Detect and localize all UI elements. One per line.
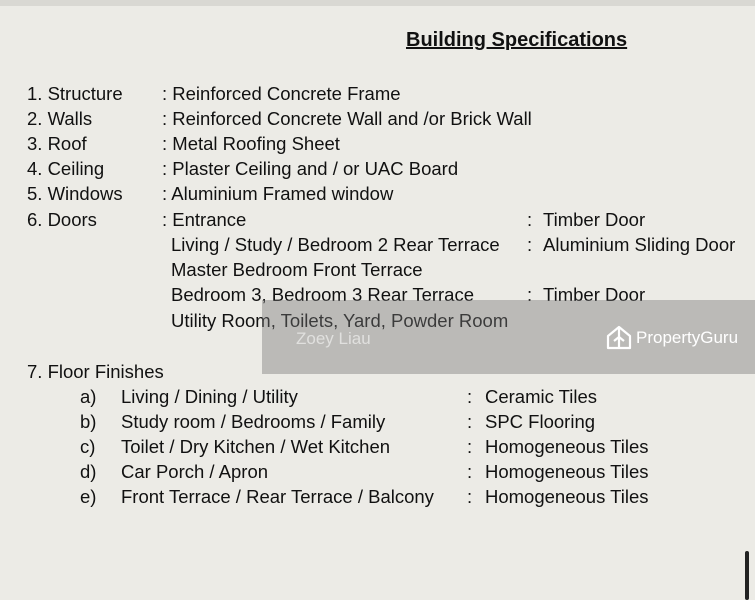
page-title: Building Specifications [406,29,628,51]
door-separator: : [527,284,533,305]
door-area: Master Bedroom Front Terrace [171,259,423,280]
watermark-banner [262,300,755,374]
door-area: Bedroom 3, Bedroom 3 Rear Terrace [171,284,475,305]
finish-separator: : [467,411,473,432]
finish-separator: : [467,461,473,482]
finish-letter: e) [80,486,97,507]
finish-separator: : [467,436,473,457]
finish-area: Front Terrace / Rear Terrace / Balcony [121,486,434,507]
finish-letter: d) [80,461,97,482]
scrollbar-thumb[interactable] [745,551,749,600]
finish-material: Homogeneous Tiles [485,486,649,507]
door-area: : Entrance [162,209,247,230]
door-area: Utility Room, Toilets, Yard, Powder Room [171,310,509,331]
finish-separator: : [467,486,473,507]
spec-label-walls: 2. Walls [27,108,93,129]
door-type: Timber Door [543,284,646,305]
finish-material: Homogeneous Tiles [485,461,649,482]
door-type: Aluminium Sliding Door [543,234,736,255]
spec-value-windows: : Aluminium Framed window [162,183,394,204]
spec-label-doors: 6. Doors [27,209,97,230]
spec-value-ceiling: : Plaster Ceiling and / or UAC Board [162,158,459,179]
finish-material: SPC Flooring [485,411,596,432]
spec-value-walls: : Reinforced Concrete Wall and /or Brick Wall [162,108,532,129]
door-area: Living / Study / Bedroom 2 Rear Terrace [171,234,500,255]
spec-value-roof: : Metal Roofing Sheet [162,133,340,154]
finish-material: Ceramic Tiles [485,386,598,407]
watermark-brand: PropertyGuru [636,328,739,347]
spec-value-structure: : Reinforced Concrete Frame [162,83,401,104]
finish-letter: a) [80,386,97,407]
finish-letter: c) [80,436,96,457]
spec-label-roof: 3. Roof [27,133,87,154]
door-type: Timber Door [543,209,646,230]
door-separator: : [527,209,533,230]
finish-area: Car Porch / Apron [121,461,269,482]
spec-label-ceiling: 4. Ceiling [27,158,105,179]
finish-material: Homogeneous Tiles [485,436,649,457]
finish-area: Study room / Bedrooms / Family [121,411,386,432]
finish-area: Toilet / Dry Kitchen / Wet Kitchen [121,436,391,457]
propertyguru-logo-icon [605,324,633,352]
spec-label-structure: 1. Structure [27,83,123,104]
watermark-author: Zoey Liau [296,329,371,348]
top-edge-bar [0,0,755,6]
spec-label-floor-finishes: 7. Floor Finishes [27,361,164,382]
spec-label-windows: 5. Windows [27,183,123,204]
finish-letter: b) [80,411,97,432]
door-separator: : [527,234,533,255]
finish-area: Living / Dining / Utility [121,386,298,407]
finish-separator: : [467,386,473,407]
